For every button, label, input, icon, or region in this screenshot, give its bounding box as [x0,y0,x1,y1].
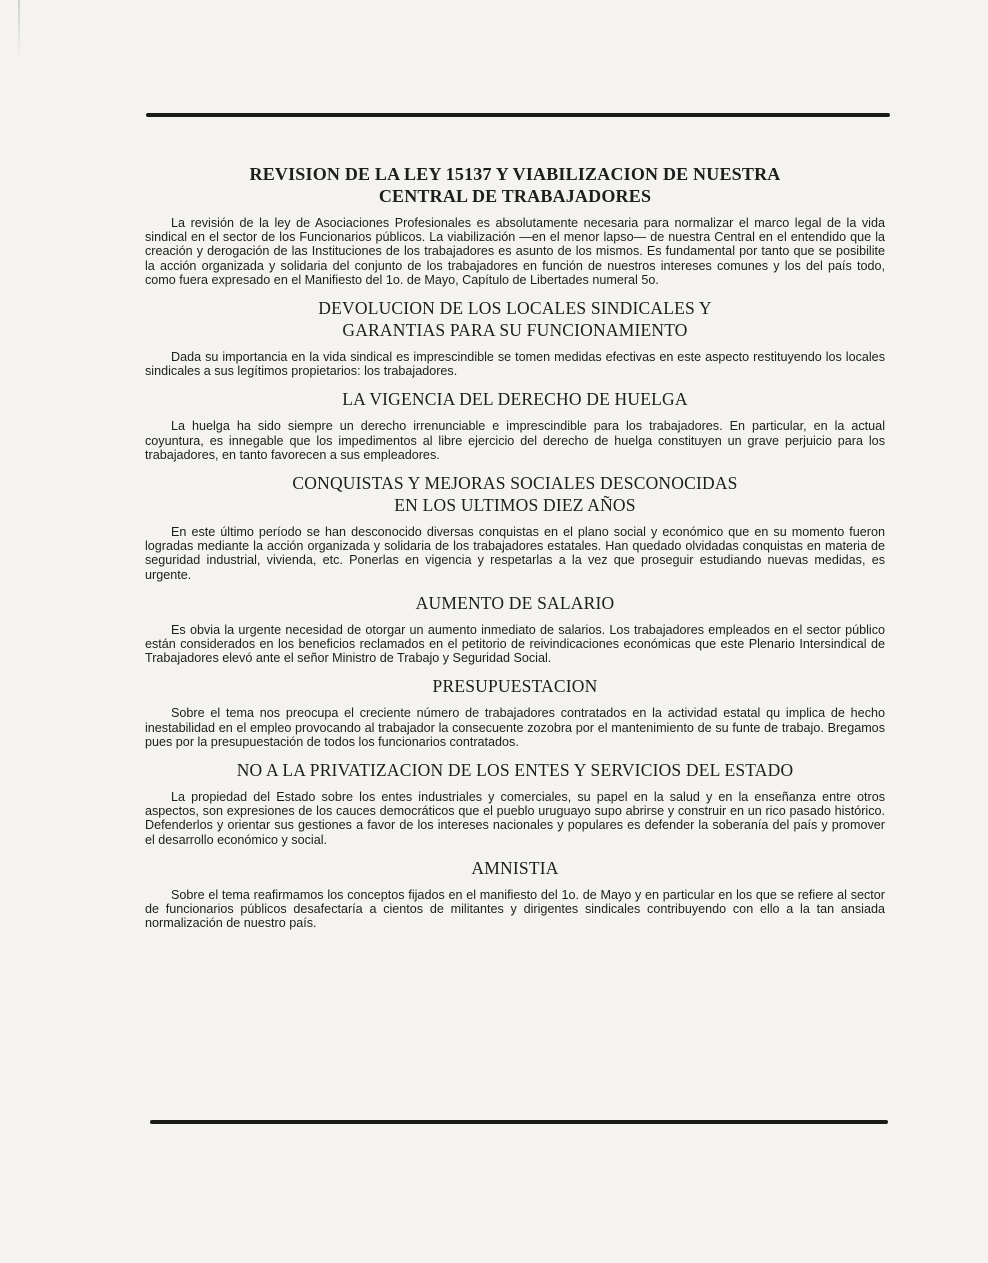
title-line: CENTRAL DE TRABAJADORES [378,186,652,206]
section-body: La propiedad del Estado sobre los entes industriales y comerciales, su papel en la salud y en la enseñanza entre otros aspectos, son expresiones de los cauces democráticos que el pueblo uruguayo supo abrirse y construir en un rico pasado histórico. Defenderlos y orientar sus gestiones a favor de los intereses nacionales y populares es defender la soberanía del país y promover el desarrollo económico y social. [145,790,885,847]
section-body: En este último período se han desconocido diversas conquistas en el plano social y económico que en su momento fueron logradas mediante la acción organizada y solidaria de los trabajadores estatales. Han quedado olvidadas conquistas en materia de seguridad industrial, vivienda, etc. Ponerlas en vigencia y respetarlas a la vez que proseguir estudiando nuevas medidas, es urgente. [145,525,885,582]
page-edge-mark [18,0,20,60]
section-amnistia [145,857,885,931]
section-body: La revisión de la ley de Asociaciones Profesionales es absolutamente necesaria para normalizar el marco legal de la vida sindical en el sector de los Funcionarios públicos. La viabilización —en el menor lapso— de nuestra Central en el entendido que la creación y derogación de las Instituciones de los trabajadores es asunto de los mismos. Es fundamental por tanto que se posibilite la acción organizada y solidaria del conjunto de los trabajadores en función de nuestros intereses comunes y los del país todo, como fuera expresado en el Manifiesto del 1o. de Mayo, Capítulo de Libertades numeral 5o. [145,216,885,287]
section-body: Es obvia la urgente necesidad de otorgar un aumento inmediato de salarios. Los trabajadores empleados en el sector público están considerados en los beneficios reclamados en el petitorio de reivindicaciones económicas que este Plenario Intersindical de Trabajadores elevó ante el señor Ministro de Trabajo y Seguridad Social. [145,622,885,666]
section-conquistas-sociales [145,472,885,582]
section-title [145,759,885,781]
section-title [145,163,885,207]
title-line: EN LOS ULTIMOS DIEZ AÑOS [394,495,636,516]
section-body: Dada su importancia en la vida sindical es imprescindible se tomen medidas efectivas en este aspecto restituyendo los locales sindicales a sus legítimos propietarios: los trabajadores. [145,350,885,379]
title-line: DEVOLUCION DE LOS LOCALES SINDICALES Y [318,298,712,319]
section-body: Sobre el tema nos preocupa el creciente número de trabajadores contratados en la actividad estatal qu implica de hecho inestabilidad en el empleo provocando al trabajador la consecuente zozobra por el mantenimiento de su funte de trabajo. Bregamos pues por la presupuestación de todos los funcionarios contratados. [145,706,885,749]
section-privatizacion [145,759,885,847]
title-line: AMNISTIA [471,857,559,878]
title-line: PRESUPUESTACION [432,676,598,697]
section-presupuestacion [145,675,885,749]
section-derecho-huelga [145,388,885,462]
title-line: CONQUISTAS Y MEJORAS SOCIALES DESCONOCIDAS [292,473,738,494]
section-title [145,857,885,879]
section-title [145,472,885,516]
section-revision-ley [145,163,885,287]
section-title [145,592,885,614]
title-line: GARANTIAS PARA SU FUNCIONAMIENTO [342,320,688,341]
section-body: Sobre el tema reafirmamos los conceptos fijados en el manifiesto del 1o. de Mayo y en particular en los que se refiere al sector de funcionarios públicos desafectaría a cientos de militantes y dirigentes sindicales contribuyendo con ello a la tan ansiada normalización de nuestro país. [145,887,885,931]
section-body: La huelga ha sido siempre un derecho irrenunciable e imprescindible para los trabajadores. En particular, en la actual coyuntura, es innegable que los impedimentos al libre ejercicio del derecho de huelga constituyen un grave perjuicio para los trabajadores, en tanto favorecen a sus empleadores. [145,419,885,462]
section-aumento-salario [145,592,885,666]
section-title [145,675,885,697]
title-line: LA VIGENCIA DEL DERECHO DE HUELGA [342,389,688,410]
section-title [145,388,885,410]
title-line: REVISION DE LA LEY 15137 Y VIABILIZACION DE NUESTRA [249,164,781,184]
document-body [145,163,885,930]
title-line: AUMENTO DE SALARIO [415,592,615,613]
top-rule [146,113,890,117]
section-title [145,297,885,341]
section-devolucion-locales [145,297,885,378]
title-line: NO A LA PRIVATIZACION DE LOS ENTES Y SERVICIOS DEL ESTADO [236,760,794,781]
bottom-rule [150,1120,888,1124]
